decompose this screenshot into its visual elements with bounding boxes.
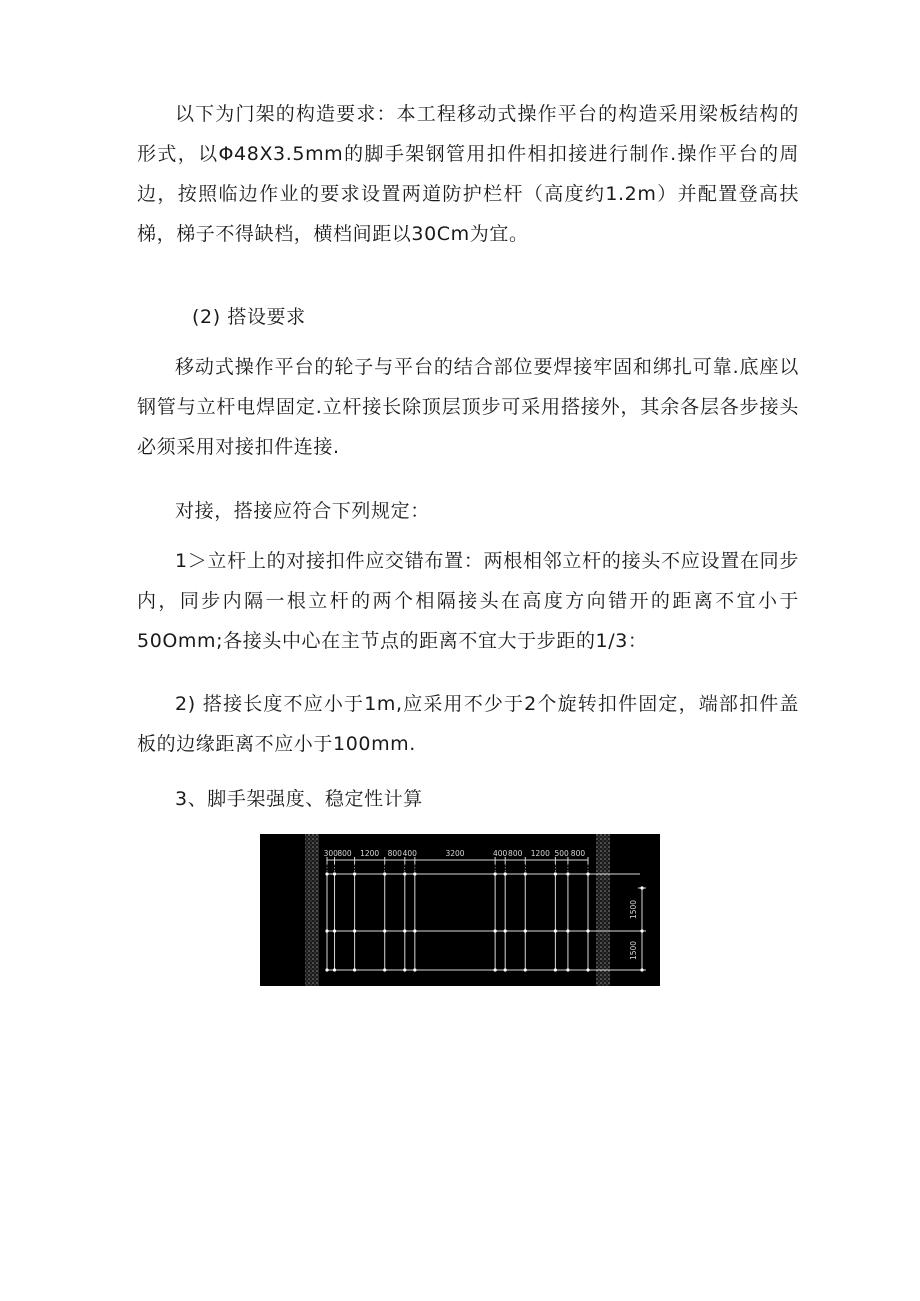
node-point (554, 872, 557, 875)
dimension-label: 800 (570, 849, 586, 858)
node-point (403, 968, 406, 971)
section-heading-erection: (2) 搭设要求 (192, 306, 306, 328)
side-node-point (640, 929, 643, 932)
section-heading-calculation: 3、脚手架强度、稳定性计算 (175, 788, 423, 810)
dimension-label: 3200 (445, 849, 465, 858)
node-point (403, 872, 406, 875)
node-point (413, 872, 416, 875)
node-point (586, 872, 589, 875)
dimension-label: 300 (323, 849, 338, 858)
dimension-label: 1200 (530, 849, 550, 858)
paragraph-rule-1: 1＞立杆上的对接扣件应交错布置：两根相邻立杆的接头不应设置在同步内，同步内隔一根立杆的两个相隔接头在高度方向错开的距离不宜小于50Omm;各接头中心在主节点的距离不宜大于步距的1/3： (137, 550, 799, 652)
dimension-label: 800 (337, 849, 352, 858)
node-point (333, 929, 336, 932)
paragraph-erection-requirements: 移动式操作平台的轮子与平台的结合部位要焊接牢固和绑扎可靠.底座以钢管与立杆电焊固定.立杆接长除顶层顶步可采用搭接外，其余各层各步接头必须采用对接扣件连接. (137, 356, 799, 458)
node-point (333, 872, 336, 875)
node-point (413, 929, 416, 932)
node-point (353, 872, 356, 875)
dimension-label: 1200 (360, 849, 380, 858)
side-node-point (640, 886, 643, 889)
paragraph-joint-rules-intro: 对接，搭接应符合下列规定： (175, 500, 430, 522)
node-point (524, 929, 527, 932)
node-point (333, 968, 336, 971)
side-dimension-label: 1500 (629, 899, 638, 920)
node-point (554, 929, 557, 932)
node-point (413, 968, 416, 971)
node-point (383, 968, 386, 971)
node-point (353, 968, 356, 971)
node-point (586, 929, 589, 932)
node-point (554, 968, 557, 971)
node-point (403, 929, 406, 932)
scaffold-drawing-canvas (260, 834, 660, 986)
node-point (494, 929, 497, 932)
node-point (524, 872, 527, 875)
node-point (383, 929, 386, 932)
node-point (504, 968, 507, 971)
node-point (586, 968, 589, 971)
wall-left (305, 834, 319, 986)
dimension-label: 800 (508, 849, 523, 858)
node-point (504, 929, 507, 932)
node-point (325, 968, 328, 971)
wall-right (596, 834, 610, 986)
dimension-label: 800 (387, 849, 402, 858)
node-point (566, 929, 569, 932)
side-node-point (640, 968, 643, 971)
paragraph-rule-2: 2) 搭接长度不应小于1m,应采用不少于2个旋转扣件固定，端部扣件盖板的边缘距离不应小于100mm. (137, 693, 799, 755)
paragraph-gantry-requirements: 以下为门架的构造要求：本工程移动式操作平台的构造采用梁板结构的形式，以Φ48X3.5mm的脚手架钢管用扣件相扣接进行制作.操作平台的周边，按照临边作业的要求设置两道防护栏杆（高度约1.2m）并配置登高扶梯，梯子不得缺档，横档间距以30Cm为宜。 (137, 103, 799, 245)
node-point (566, 872, 569, 875)
dimension-label: 500 (554, 849, 569, 858)
node-point (494, 968, 497, 971)
dimension-label: 400 (402, 849, 417, 858)
dimension-label: 400 (492, 849, 508, 858)
node-point (524, 968, 527, 971)
side-dimension-label: 1500 (629, 940, 638, 961)
node-point (325, 929, 328, 932)
node-point (504, 872, 507, 875)
node-point (353, 929, 356, 932)
node-point (383, 872, 386, 875)
scaffold-elevation-drawing (260, 834, 660, 986)
node-point (494, 872, 497, 875)
node-point (325, 872, 328, 875)
node-point (566, 968, 569, 971)
